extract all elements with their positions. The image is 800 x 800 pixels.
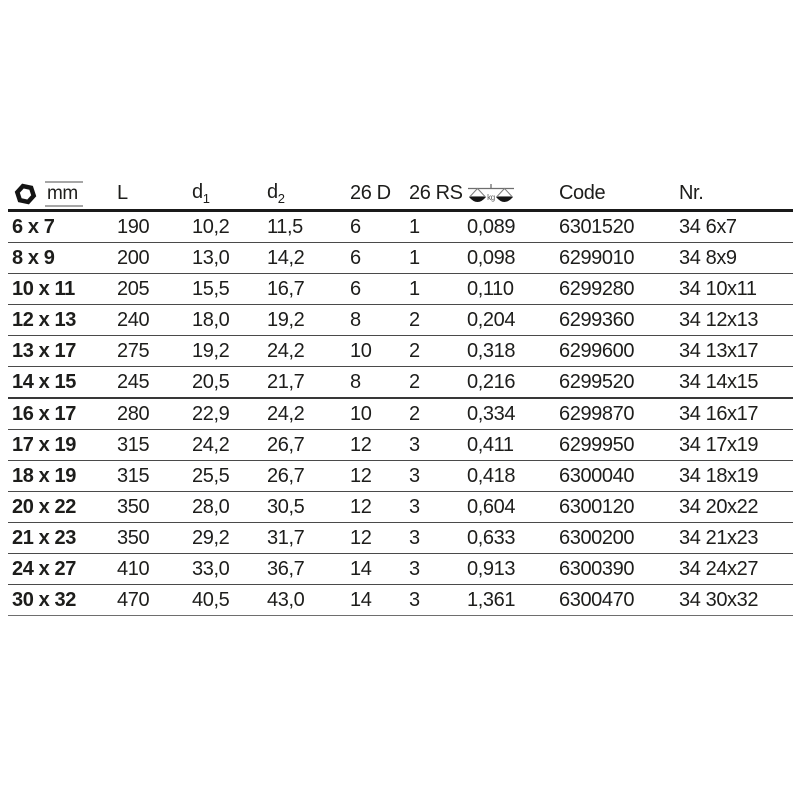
cell-26d: 6 — [346, 243, 405, 274]
cell-weight-kg: 0,633 — [463, 523, 555, 554]
cell-code: 6300040 — [555, 461, 675, 492]
col-header-size — [8, 178, 113, 211]
cell-length: 350 — [113, 492, 188, 523]
cell-code: 6300120 — [555, 492, 675, 523]
table-row — [8, 305, 793, 336]
table-row — [8, 492, 793, 523]
cell-d2: 31,7 — [263, 523, 346, 554]
cell-size: 8 x 9 — [8, 243, 113, 274]
cell-26rs: 3 — [405, 492, 463, 523]
cell-d1: 20,5 — [188, 367, 263, 399]
table-row — [8, 585, 793, 616]
cell-d2: 19,2 — [263, 305, 346, 336]
cell-26d: 14 — [346, 585, 405, 616]
cell-nr: 34 20x22 — [675, 492, 793, 523]
cell-d2: 16,7 — [263, 274, 346, 305]
cell-length: 470 — [113, 585, 188, 616]
cell-26rs: 1 — [405, 211, 463, 243]
cell-nr: 34 30x32 — [675, 585, 793, 616]
col-header-d1: $d_1$ — [188, 178, 263, 211]
cell-d2: 11,5 — [263, 211, 346, 243]
cell-nr: 34 14x15 — [675, 367, 793, 399]
cell-nr: 34 17x19 — [675, 430, 793, 461]
table-row — [8, 554, 793, 585]
cell-d2: 36,7 — [263, 554, 346, 585]
cell-d2: 24,2 — [263, 398, 346, 430]
cell-26rs: 3 — [405, 585, 463, 616]
cell-length: 240 — [113, 305, 188, 336]
cell-26rs: 2 — [405, 367, 463, 399]
cell-d1: 25,5 — [188, 461, 263, 492]
cell-code: 6299360 — [555, 305, 675, 336]
cell-nr: 34 6x7 — [675, 211, 793, 243]
cell-length: 315 — [113, 461, 188, 492]
cell-26d: 10 — [346, 336, 405, 367]
cell-weight-kg: 0,089 — [463, 211, 555, 243]
cell-d1: 19,2 — [188, 336, 263, 367]
cell-d1: 10,2 — [188, 211, 263, 243]
cell-size: 18 x 19 — [8, 461, 113, 492]
cell-code: 6299870 — [555, 398, 675, 430]
cell-d1: 29,2 — [188, 523, 263, 554]
cell-26d: 10 — [346, 398, 405, 430]
cell-weight-kg: 1,361 — [463, 585, 555, 616]
cell-code: 6299010 — [555, 243, 675, 274]
cell-weight-kg: 0,334 — [463, 398, 555, 430]
cell-length: 410 — [113, 554, 188, 585]
cell-d1: 40,5 — [188, 585, 263, 616]
cell-nr: 34 13x17 — [675, 336, 793, 367]
table-row — [8, 367, 793, 399]
cell-weight-kg: 0,098 — [463, 243, 555, 274]
cell-length: 280 — [113, 398, 188, 430]
table-row — [8, 430, 793, 461]
cell-size: 12 x 13 — [8, 305, 113, 336]
cell-nr: 34 16x17 — [675, 398, 793, 430]
cell-length: 245 — [113, 367, 188, 399]
table-row — [8, 243, 793, 274]
cell-nr: 34 18x19 — [675, 461, 793, 492]
cell-size: 17 x 19 — [8, 430, 113, 461]
col-header-code: Code — [555, 178, 675, 211]
col-header-26d: 26 D — [346, 178, 405, 211]
cell-d1: 28,0 — [188, 492, 263, 523]
cell-26d: 12 — [346, 523, 405, 554]
cell-d1: 15,5 — [188, 274, 263, 305]
cell-weight-kg: 0,318 — [463, 336, 555, 367]
cell-26d: 14 — [346, 554, 405, 585]
cell-weight-kg: 0,204 — [463, 305, 555, 336]
cell-code: 6300470 — [555, 585, 675, 616]
col-header-length: L — [113, 178, 188, 211]
table-row — [8, 523, 793, 554]
cell-size: 13 x 17 — [8, 336, 113, 367]
cell-d2: 43,0 — [263, 585, 346, 616]
cell-d1: 22,9 — [188, 398, 263, 430]
cell-code: 6299280 — [555, 274, 675, 305]
cell-26d: 8 — [346, 305, 405, 336]
table-row — [8, 211, 793, 243]
cell-nr: 34 24x27 — [675, 554, 793, 585]
cell-26d: 12 — [346, 492, 405, 523]
cell-26rs: 3 — [405, 523, 463, 554]
cell-size: 10 x 11 — [8, 274, 113, 305]
cell-length: 190 — [113, 211, 188, 243]
cell-26d: 6 — [346, 274, 405, 305]
cell-weight-kg: 0,604 — [463, 492, 555, 523]
col-header-26rs: 26 RS — [405, 178, 463, 211]
cell-d1: 24,2 — [188, 430, 263, 461]
cell-d2: 26,7 — [263, 430, 346, 461]
table-header-row — [8, 178, 793, 211]
cell-length: 350 — [113, 523, 188, 554]
cell-length: 315 — [113, 430, 188, 461]
cell-weight-kg: 0,411 — [463, 430, 555, 461]
cell-code: 6300200 — [555, 523, 675, 554]
cell-length: 275 — [113, 336, 188, 367]
table-row — [8, 274, 793, 305]
cell-d2: 30,5 — [263, 492, 346, 523]
cell-26rs: 1 — [405, 274, 463, 305]
cell-d1: 18,0 — [188, 305, 263, 336]
cell-nr: 34 21x23 — [675, 523, 793, 554]
hex-nut-icon — [12, 181, 39, 207]
cell-code: 6301520 — [555, 211, 675, 243]
size-unit-label: mm — [45, 181, 83, 207]
cell-26rs: 1 — [405, 243, 463, 274]
col-header-nr: Nr. — [675, 178, 793, 211]
cell-d2: 14,2 — [263, 243, 346, 274]
cell-26rs: 2 — [405, 305, 463, 336]
cell-size: 30 x 32 — [8, 585, 113, 616]
cell-size: 21 x 23 — [8, 523, 113, 554]
cell-26d: 6 — [346, 211, 405, 243]
cell-weight-kg: 0,418 — [463, 461, 555, 492]
cell-d2: 21,7 — [263, 367, 346, 399]
cell-26rs: 2 — [405, 336, 463, 367]
cell-weight-kg: 0,110 — [463, 274, 555, 305]
cell-size: 24 x 27 — [8, 554, 113, 585]
cell-26rs: 3 — [405, 461, 463, 492]
cell-nr: 34 8x9 — [675, 243, 793, 274]
weight-unit-label: kg — [487, 192, 495, 202]
cell-length: 205 — [113, 274, 188, 305]
table-row — [8, 336, 793, 367]
cell-length: 200 — [113, 243, 188, 274]
cell-26rs: 3 — [405, 430, 463, 461]
cell-size: 14 x 15 — [8, 367, 113, 399]
cell-d2: 26,7 — [263, 461, 346, 492]
cell-weight-kg: 0,913 — [463, 554, 555, 585]
cell-nr: 34 12x13 — [675, 305, 793, 336]
cell-code: 6299520 — [555, 367, 675, 399]
cell-code: 6299600 — [555, 336, 675, 367]
cell-size: 20 x 22 — [8, 492, 113, 523]
table-row — [8, 398, 793, 430]
cell-26rs: 2 — [405, 398, 463, 430]
cell-code: 6299950 — [555, 430, 675, 461]
cell-weight-kg: 0,216 — [463, 367, 555, 399]
cell-d1: 13,0 — [188, 243, 263, 274]
cell-26rs: 3 — [405, 554, 463, 585]
col-header-weight — [463, 178, 555, 211]
spec-table — [8, 178, 793, 616]
cell-26d: 8 — [346, 367, 405, 399]
cell-size: 16 x 17 — [8, 398, 113, 430]
table-row — [8, 461, 793, 492]
cell-26d: 12 — [346, 430, 405, 461]
cell-code: 6300390 — [555, 554, 675, 585]
col-header-d2: $d_2$ — [263, 178, 346, 211]
cell-d2: 24,2 — [263, 336, 346, 367]
scale-kg-icon — [467, 183, 515, 205]
cell-size: 6 x 7 — [8, 211, 113, 243]
cell-26d: 12 — [346, 461, 405, 492]
table-body — [8, 211, 793, 616]
cell-nr: 34 10x11 — [675, 274, 793, 305]
cell-d1: 33,0 — [188, 554, 263, 585]
